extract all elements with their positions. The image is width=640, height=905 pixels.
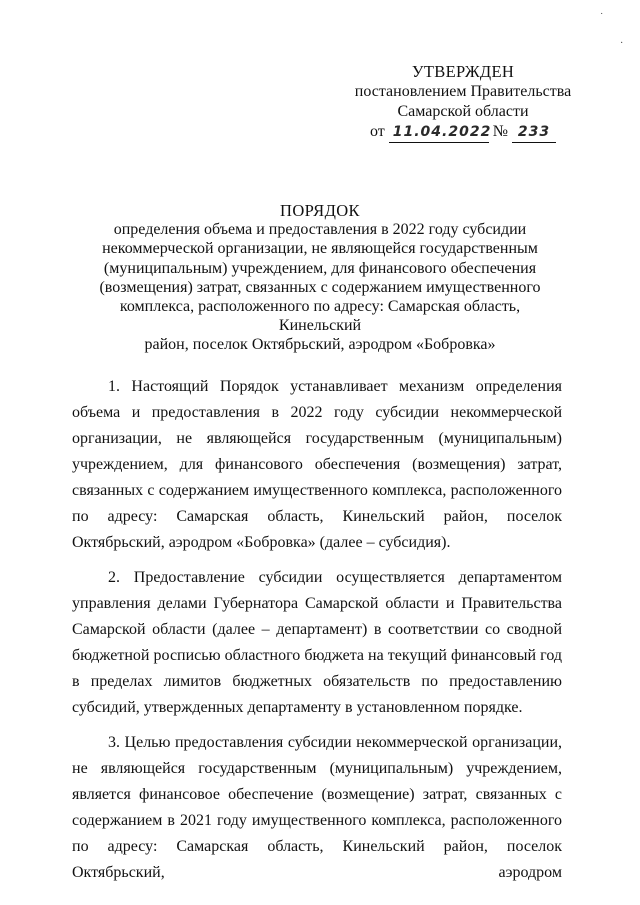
handwritten-number: 233: [512, 122, 556, 143]
title-line: район, поселок Октябрьский, аэродром «Бобровка»: [144, 336, 496, 354]
document-title: [90, 201, 550, 355]
approved-label: УТВЕРЖДЕН: [411, 62, 515, 81]
title-line: (возмещения) затрат, связанных с содержанием имущественного: [99, 278, 541, 296]
paragraph-1: 1. Настоящий Порядок устанавливает механизм определения объема и предоставления в 2022 году субсидии некоммерческой организации, не являющейся государственным (муниципальным) учреждением, для финансового обеспечения (возмещения) затрат, связанных с содержанием имущественного комплекса, расположенного по адресу: Самарская область, Кинельский район, поселок Октябрьский, аэродром «Бобровка» (далее – субсидия).: [72, 378, 562, 551]
title-line: определения объема и предоставления в 2022 году субсидии: [113, 221, 527, 239]
approval-line-1: постановлением Правительства: [354, 83, 572, 100]
scan-mark: ·: [620, 38, 624, 49]
number-label: №: [492, 123, 509, 140]
approval-stamp: [348, 62, 578, 143]
paragraph-3: 3. Целью предоставления субсидии некоммерческой организации, не являющейся государственным (муниципальным) учреждением, является финансовое обеспечение (возмещение) затрат, связанных с содержанием в 2021 году имущественного комплекса, расположенного по адресу: Самарская область, Кинельский район, поселок Октябрьский, аэродром: [72, 734, 562, 881]
title-heading: ПОРЯДОК: [280, 201, 360, 220]
approval-line-2: Самарской области: [397, 103, 529, 120]
title-line: (муниципальным) учреждением, для финансового обеспечения: [103, 259, 537, 277]
title-line: комплекса, расположенного по адресу: Самарская область, Кинельский: [119, 298, 521, 335]
paragraph-2: 2. Предоставление субсидии осуществляется департаментом управления делами Губернатора Самарской области и Правительства Самарской области (далее – департамент) в соответствии со сводной бюджетной росписью областного бюджета на текущий финансовый год в пределах лимитов бюджетных обязательств по предоставлению субсидий, утвержденных департаменту в установленном порядке.: [72, 569, 562, 716]
from-label: от: [369, 123, 385, 140]
title-line: некоммерческой организации, не являющейся государственным: [102, 240, 538, 258]
handwritten-date: 11.04.2022: [389, 122, 489, 143]
approval-date-line: [348, 122, 578, 143]
document-body: [72, 374, 562, 886]
scan-mark: ˙: [600, 12, 604, 23]
